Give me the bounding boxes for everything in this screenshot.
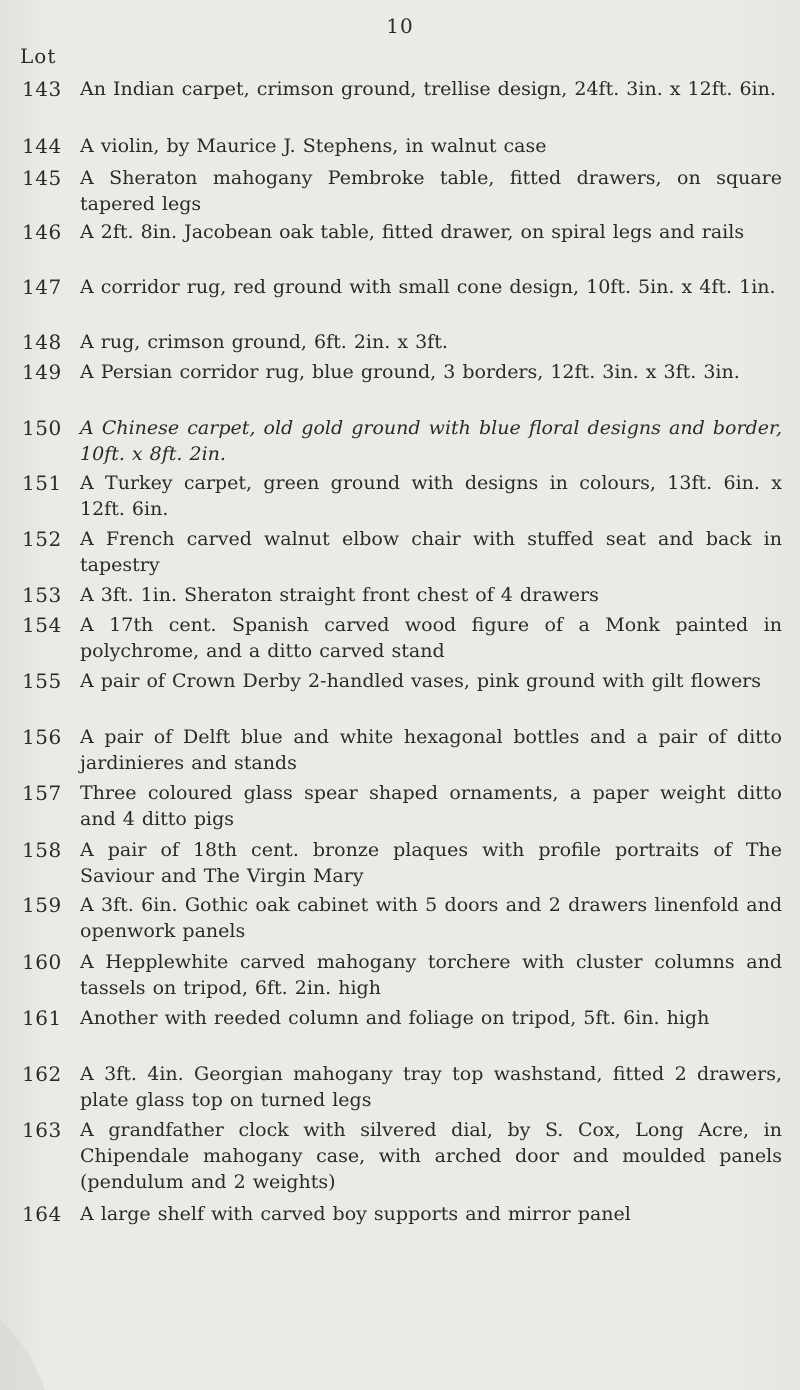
lot-description: Three coloured glass spear shaped ornaments, a paper weight ditto and 4 ditto pigs (80, 782, 782, 830)
lot-entry (22, 359, 786, 415)
lot-entry (22, 582, 786, 612)
lot-description: A large shelf with carved boy supports and mirror panel (80, 1203, 631, 1225)
lot-description: A pair of Crown Derby 2-handled vases, pink ground with gilt flowers (80, 670, 762, 692)
lot-number: 156 (22, 725, 62, 749)
lot-entry (22, 837, 786, 892)
lot-number: 164 (22, 1202, 62, 1226)
lot-entry (22, 612, 786, 668)
lot-description: A Turkey carpet, green ground with designs in colours, 13ft. 6in. x 12ft. 6in. (80, 472, 782, 520)
lot-number: 146 (22, 220, 62, 244)
lot-entry (22, 415, 786, 470)
lot-number: 151 (22, 471, 62, 495)
lot-description: A 2ft. 8in. Jacobean oak table, fitted drawer, on spiral legs and rails (80, 221, 745, 243)
lot-entry (22, 329, 786, 359)
lot-number: 159 (22, 893, 62, 917)
lot-description: An Indian carpet, crimson ground, trellise design, 24ft. 3in. x 12ft. 6in. (80, 78, 776, 100)
lot-number: 155 (22, 669, 62, 693)
lot-entry (22, 724, 786, 780)
lot-description: A 3ft. 6in. Gothic oak cabinet with 5 doors and 2 drawers linenfold and openwork panels (80, 894, 782, 942)
lot-description: A Hepplewhite carved mahogany torchere with cluster columns and tassels on tripod, 6ft. 2in. high (80, 951, 782, 999)
lot-description: A Sheraton mahogany Pembroke table, fitted drawers, on square tapered legs (80, 167, 782, 215)
lot-description: A pair of Delft blue and white hexagonal bottles and a pair of ditto jardinieres and stands (80, 726, 782, 774)
lot-description: A rug, crimson ground, 6ft. 2in. x 3ft. (80, 331, 448, 353)
lot-entry (22, 1005, 786, 1061)
lot-entry (22, 1117, 786, 1201)
lot-description: A pair of 18th cent. bronze plaques with profile portraits of The Saviour and The Virgin Mary (80, 839, 782, 887)
lot-entry (22, 1061, 786, 1117)
lot-entry (22, 219, 786, 274)
lot-description: A Chinese carpet, old gold ground with blue floral designs and border, 10ft. x 8ft. 2in. (80, 417, 782, 465)
lot-description: A corridor rug, red ground with small cone design, 10ft. 5in. x 4ft. 1in. (80, 276, 776, 298)
lot-entry (22, 133, 786, 165)
lot-description: A violin, by Maurice J. Stephens, in walnut case (80, 135, 547, 157)
lot-entry (22, 526, 786, 582)
lot-description: A 17th cent. Spanish carved wood figure of a Monk painted in polychrome, and a ditto carved stand (80, 614, 782, 662)
lot-description: A French carved walnut elbow chair with stuffed seat and back in tapestry (80, 528, 782, 576)
lot-number: 147 (22, 275, 62, 299)
lot-entry (22, 76, 786, 133)
lot-list (22, 76, 786, 1231)
lot-number: 152 (22, 527, 62, 551)
lot-number: 160 (22, 950, 62, 974)
lot-description: A 3ft. 4in. Georgian mahogany tray top washstand, fitted 2 drawers, plate glass top on turned legs (80, 1063, 782, 1111)
paper-edge-shadow (0, 1290, 60, 1390)
lot-entry (22, 780, 786, 837)
lot-description: A Persian corridor rug, blue ground, 3 borders, 12ft. 3in. x 3ft. 3in. (80, 361, 740, 383)
lot-number: 162 (22, 1062, 62, 1086)
lot-entry (22, 274, 786, 329)
lot-number: 154 (22, 613, 62, 637)
lot-number: 150 (22, 416, 62, 440)
lot-number: 153 (22, 583, 62, 607)
lot-entry (22, 165, 786, 219)
lot-description: A grandfather clock with silvered dial, by S. Cox, Long Acre, in Chipendale mahogany case, with arched door and moulded panels (pendulum and 2 weights) (80, 1119, 782, 1193)
lot-number: 149 (22, 360, 62, 384)
lot-entry (22, 1201, 786, 1231)
lot-number: 161 (22, 1006, 62, 1030)
lot-number: 163 (22, 1118, 62, 1142)
lot-number: 158 (22, 838, 62, 862)
lot-number: 143 (22, 77, 62, 101)
lot-description: Another with reeded column and foliage on tripod, 5ft. 6in. high (80, 1007, 710, 1029)
lot-description: A 3ft. 1in. Sheraton straight front chest of 4 drawers (80, 584, 599, 606)
lot-number: 144 (22, 134, 62, 158)
page-number: 10 (386, 14, 414, 38)
lot-column-header: Lot (20, 44, 57, 68)
lot-entry (22, 668, 786, 724)
lot-entry (22, 470, 786, 526)
lot-number: 148 (22, 330, 62, 354)
lot-number: 145 (22, 166, 62, 190)
lot-entry (22, 949, 786, 1005)
lot-number: 157 (22, 781, 62, 805)
lot-entry (22, 892, 786, 949)
